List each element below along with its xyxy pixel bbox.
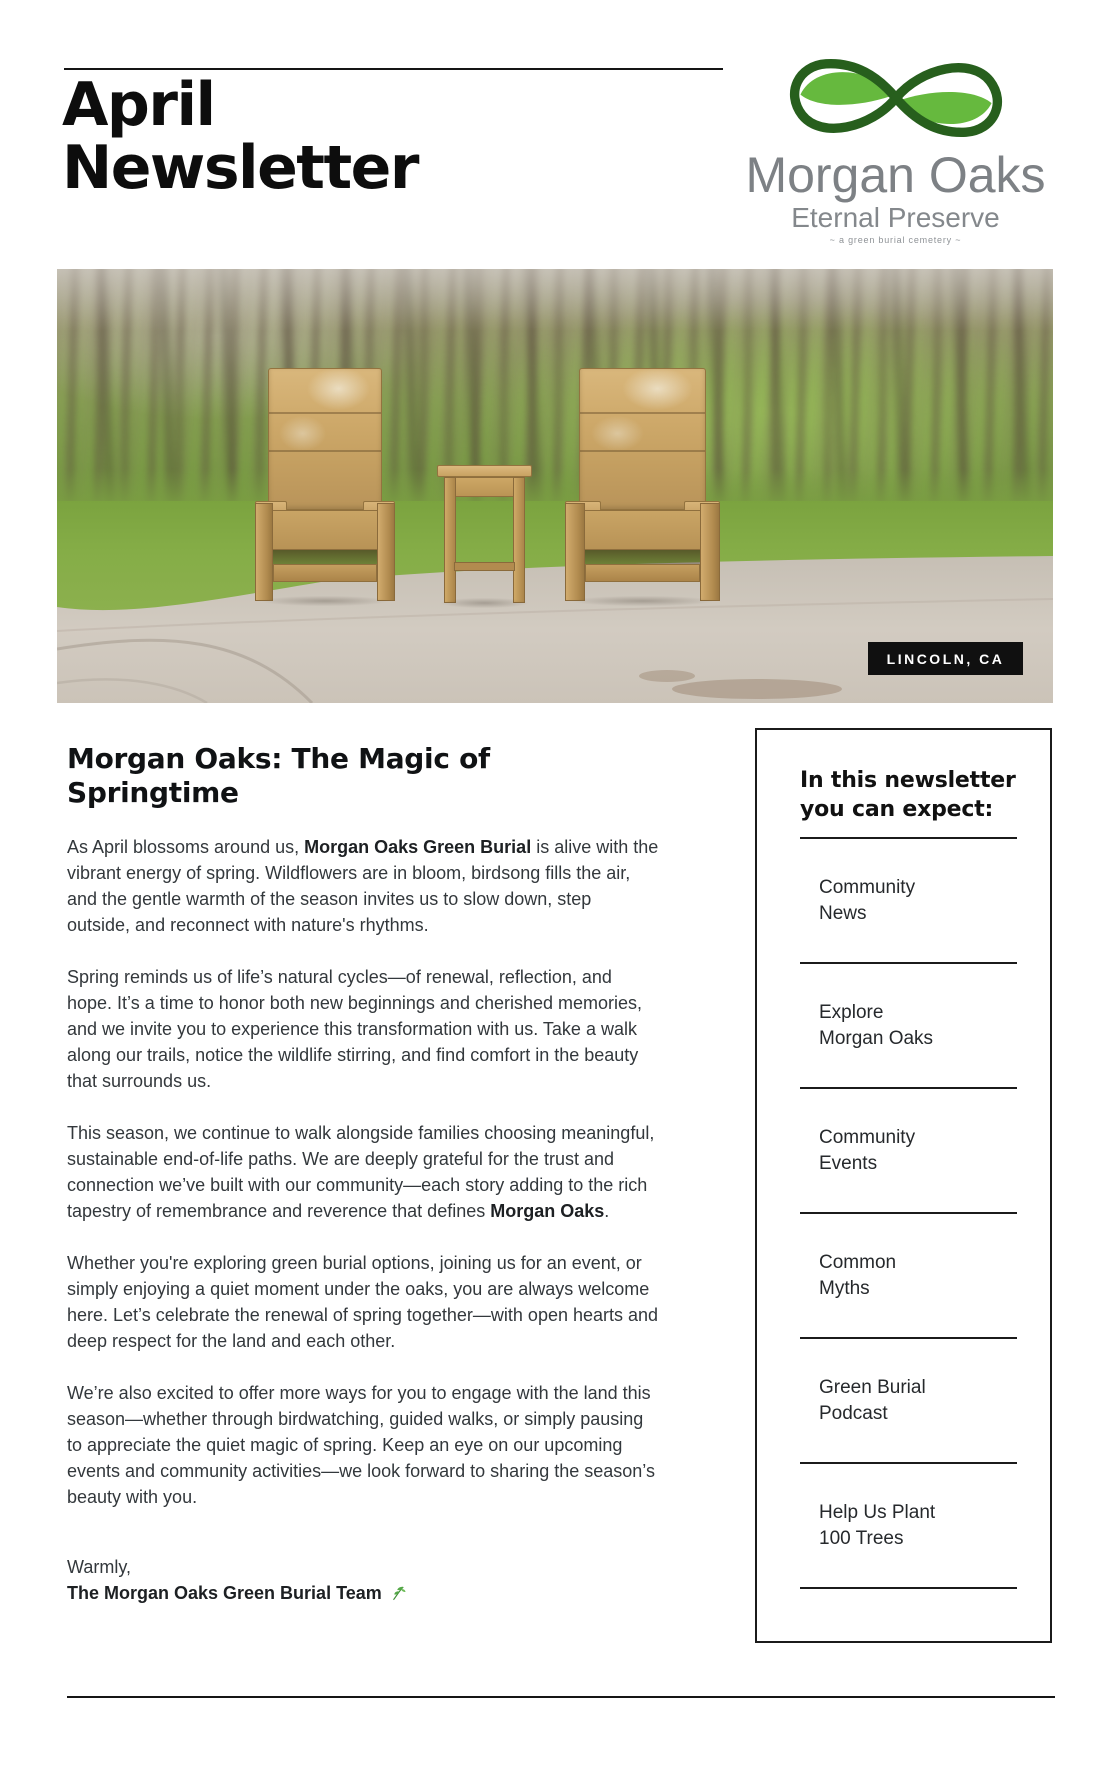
paragraph: We’re also excited to offer more ways for you to engage with the land this season—whether through birdwatching, guided walks, or simply pausing to appreciate the quiet magic of spring. Keep an eye on our upcoming events and community activities—we look forward to sharing the season’s beauty with you.: [67, 1383, 655, 1507]
chair-shadow-gap: [585, 550, 700, 564]
page-title-line1: April: [62, 70, 215, 140]
chair-leg: [700, 503, 720, 601]
paragraph: As April blossoms around us, Morgan Oaks Green Burial is alive with the vibrant energy of spring. Wildflowers are in bloom, birdsong fills the air, and the gentle warmth of the season invites us to slow down, step outside, and reconnect with nature's rhythms.: [67, 837, 659, 935]
table-top: [437, 465, 532, 477]
patio-ground: [57, 269, 1053, 703]
paragraph: This season, we continue to walk alongside families choosing meaningful, sustainable end-of-life paths. We are deeply grateful for the trust and connection we’ve built with our community—each story adding to the rich tapestry of remembrance and reverence that defines Morgan Oaks.: [67, 1123, 655, 1221]
table-stretcher: [454, 562, 515, 572]
sidebar-item: [800, 1214, 1017, 1337]
morgan-oaks-logo: [738, 50, 1053, 246]
article-body: [67, 834, 659, 1510]
sidebar-item: [800, 839, 1017, 962]
sidebar-item: [800, 1089, 1017, 1212]
signature-team-label: The Morgan Oaks Green Burial Team: [67, 1583, 382, 1603]
sidebar-divider: [800, 1587, 1017, 1589]
article: [67, 742, 659, 1606]
newsletter-contents-box: [755, 728, 1052, 1643]
chair-seat: [266, 510, 384, 550]
sidebar-item-label: Explore Morgan Oaks: [819, 1001, 934, 1049]
wooden-chair-right: [565, 368, 720, 601]
sidebar-item-label: Common Myths: [819, 1251, 897, 1299]
chair-shadow-gap: [273, 550, 377, 564]
location-badge: LINCOLN, CA: [868, 642, 1023, 675]
herb-sprig-icon: [389, 1584, 407, 1602]
sidebar-items: [800, 837, 1017, 1589]
footer-divider: [67, 1696, 1055, 1698]
paragraph: Whether you're exploring green burial options, joining us for an event, or simply enjoying a quiet moment under the oaks, you are always welcome here. Let’s celebrate the renewal of spring together—with open hearts and deep respect for the land and each other.: [67, 1253, 659, 1351]
infinity-leaves-icon: [768, 50, 1024, 146]
logo-name: Morgan Oaks: [745, 147, 1046, 203]
chair-leg: [255, 503, 273, 601]
chair-backrest: [579, 368, 706, 510]
signature-team: [67, 1580, 659, 1606]
chair-backrest: [268, 368, 383, 510]
chair-lower-slat: [273, 564, 377, 583]
chair-seat: [577, 510, 707, 550]
chair-leg: [565, 503, 585, 601]
logo-tagline: ~ a green burial cemetery ~: [829, 235, 962, 245]
table-leg: [513, 477, 525, 603]
chair-leg: [377, 503, 395, 601]
sidebar-item-label: Help Us Plant 100 Trees: [819, 1501, 936, 1549]
page-title: [62, 70, 418, 203]
sidebar-item: [800, 964, 1017, 1087]
logo-subtitle: Eternal Preserve: [791, 202, 1000, 233]
chair-lower-slat: [585, 564, 700, 583]
sidebar-item: [800, 1339, 1017, 1462]
sidebar-item-label: Green Burial Podcast: [819, 1376, 926, 1424]
sidebar-item: [800, 1464, 1017, 1587]
side-table: [437, 465, 532, 603]
wooden-chair-left: [255, 368, 395, 601]
hero-photo: [57, 269, 1053, 703]
sidebar-heading: In this newsletter you can expect:: [800, 768, 1016, 822]
signature-closing: Warmly,: [67, 1557, 131, 1577]
article-heading: Morgan Oaks: The Magic of Springtime: [67, 742, 490, 809]
signature: [67, 1554, 659, 1606]
page-title-line2: Newsletter: [62, 133, 418, 203]
sidebar-item-label: Community Events: [819, 1126, 916, 1174]
sidebar-item-label: Community News: [819, 876, 916, 924]
table-leg: [444, 477, 456, 603]
paragraph: Spring reminds us of life’s natural cycles—of renewal, reflection, and hope. It’s a time to honor both new beginnings and cherished memories, and we invite you to experience this transformation with us. Take a walk along our trails, notice the wildlife stirring, and find comfort in the beauty that surrounds us.: [67, 967, 643, 1091]
